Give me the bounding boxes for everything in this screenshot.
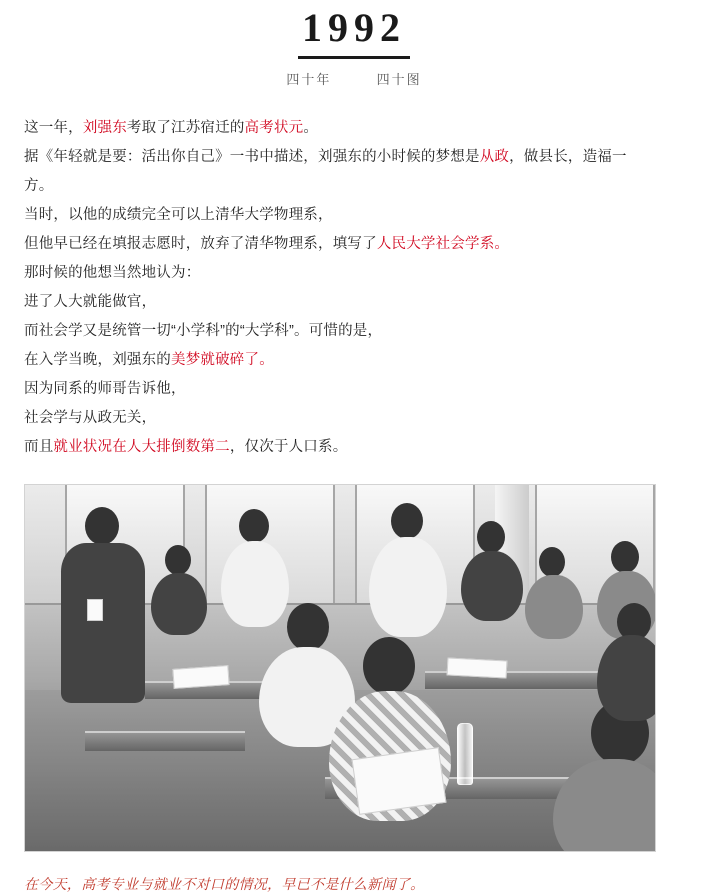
person-head (165, 545, 191, 575)
article-body (24, 114, 684, 462)
body-line (24, 143, 684, 172)
body-line (24, 114, 684, 143)
body-line (24, 288, 684, 317)
body-text-run: 那时候的他想当然地认为： (24, 265, 201, 281)
exam-paper (172, 665, 229, 689)
proctor-head (85, 507, 119, 545)
proctor-badge (87, 599, 103, 621)
person-body (525, 575, 583, 639)
body-text-run: 在入学当晚，刘强东的 (24, 352, 171, 368)
exam-paper (447, 657, 508, 678)
body-line (24, 230, 684, 259)
body-text-run: 进了人大就能做官， (24, 294, 157, 310)
person-head (391, 503, 423, 539)
water-bottle (457, 723, 473, 785)
body-text-run: ，做县长，造福一 (509, 149, 627, 165)
student-body (597, 635, 655, 721)
student-head (287, 603, 329, 651)
highlighted-text: 从政 (479, 149, 510, 165)
body-text-run: 社会学与从政无关， (24, 410, 157, 426)
subtitle-left: 四十年 (286, 72, 332, 87)
highlighted-text: 美梦就破碎了。 (171, 352, 274, 368)
highlighted-text: 刘强东 (82, 120, 127, 136)
student-head (363, 637, 415, 695)
photo-caption: 在今天，高考专业与就业不对口的情况，早已不是什么新闻了。 (24, 876, 425, 892)
body-text-run: 方。 (24, 178, 54, 194)
body-text-run: 。 (303, 120, 319, 136)
body-line (24, 201, 684, 230)
person-head (477, 521, 505, 553)
body-line (24, 346, 684, 375)
highlighted-text: 人民大学社会学系。 (376, 236, 510, 252)
body-text-run: 因为同系的师哥告诉他， (24, 381, 186, 397)
highlighted-text: 高考状元 (244, 120, 304, 136)
body-line (24, 375, 684, 404)
person-head (239, 509, 269, 543)
desk (85, 731, 245, 751)
photo-figure (24, 484, 656, 852)
person-head (539, 547, 565, 577)
page-title: 1992 (298, 6, 410, 59)
article-header (0, 0, 708, 88)
person-body (221, 541, 289, 627)
body-text-run: 据《年轻就是要：活出你自己》一书中描述，刘强东的小时候的梦想是 (24, 149, 480, 165)
exam-room-photo (25, 485, 655, 851)
body-text-run: 这一年， (24, 120, 83, 136)
body-text-run: ，仅次于人口系。 (229, 439, 348, 455)
highlighted-text: 就业状况在人大排倒数第二 (53, 439, 230, 455)
person-body (461, 551, 523, 621)
body-line (24, 317, 684, 346)
body-text-run: 考取了江苏宿迁的 (126, 120, 245, 136)
proctor-body (61, 543, 145, 703)
body-text-run: 但他早已经在填报志愿时，放弃了清华物理系，填写了 (24, 236, 377, 252)
person-body (151, 573, 207, 635)
body-line (24, 433, 684, 462)
body-line (24, 172, 684, 201)
body-text-run: 而社会学又是统管一切“小学科”的“大学科”。可惜的是， (24, 323, 383, 339)
person-head (611, 541, 639, 573)
body-line (24, 259, 684, 288)
body-text-run: 当时，以他的成绩完全可以上清华大学物理系， (24, 207, 333, 223)
body-text-run: 而且 (24, 439, 54, 455)
subtitle-right: 四十图 (376, 72, 422, 87)
subtitle (0, 69, 708, 88)
person-body (369, 537, 447, 637)
body-line (24, 404, 684, 433)
